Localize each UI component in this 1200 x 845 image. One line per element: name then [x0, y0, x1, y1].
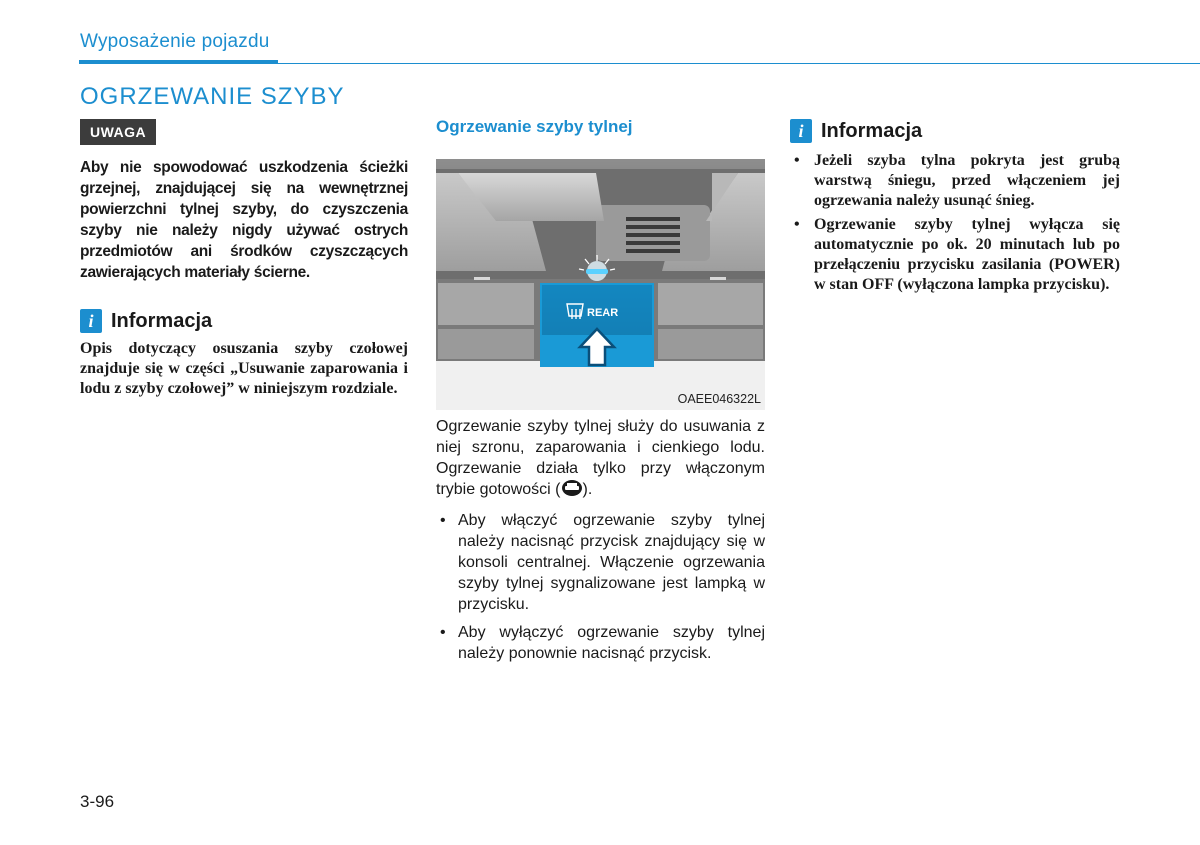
caution-text: Aby nie spowodować uszkodzenia ścieżki grzejnej, znajdującej się na wewnętrznej powierzchni tylnej szyby, do czyszczenia szyby nie należy nigdy używać ostrych przedmiotów ani środków czyszczących zawierających materiały ścierne. — [80, 159, 408, 281]
list-item: • Ogrzewanie szyby tylnej wyłącza się automatycznie po ok. 20 minutach lub po przełączeniu przycisku zasilania (POWER) w stan OFF (wyłączona lampka przycisku). — [790, 215, 1120, 295]
running-header: Wyposażenie pojazdu — [80, 31, 270, 52]
info-icon: i — [80, 309, 102, 333]
paragraph-text: Ogrzewanie szyby tylnej służy do usuwania z niej szronu, zaparowania i cienkiego lodu. Ogrzewanie działa tylko przy włączonym trybie gotowości ( — [436, 418, 765, 498]
figure-code: OAEE046322L — [677, 392, 761, 406]
middle-column — [436, 117, 765, 671]
header-rule — [79, 63, 1200, 64]
info-header — [790, 119, 1120, 143]
console-illustration — [436, 159, 765, 410]
info-title: Informacja — [111, 309, 213, 332]
console-drawing — [436, 159, 765, 410]
info-box-left — [80, 309, 408, 399]
info-header — [80, 309, 408, 333]
paragraph-end: ). — [582, 481, 593, 498]
left-column — [80, 119, 408, 399]
body-paragraph — [436, 416, 765, 503]
figure-button-label: REAR — [587, 307, 619, 319]
list-item: • Aby włączyć ogrzewanie szyby tylnej należy nacisnąć przycisk znajdujący się w konsoli centralnej. Włączenie ogrzewania szyby tylnej sygnalizowane jest lampką w przycisku. — [436, 510, 765, 615]
right-column — [790, 119, 1120, 299]
list-item: • Aby wyłączyć ogrzewanie szyby tylnej należy ponownie nacisnąć przycisk. — [436, 622, 765, 664]
ready-mode-icon — [561, 479, 583, 503]
page-title: OGRZEWANIE SZYBY — [80, 83, 345, 110]
list-item: • Jeżeli szyba tylna pokryta jest grubą warstwą śniegu, przed włączeniem jej ogrzewania należy usunąć śnieg. — [790, 151, 1120, 211]
info-list — [790, 151, 1120, 295]
instruction-list — [436, 510, 765, 664]
caution-badge: UWAGA — [80, 119, 156, 145]
page-number: 3-96 — [80, 792, 115, 811]
info-icon: i — [790, 119, 812, 143]
info-text: Opis dotyczący osuszania szyby czołowej znajduje się w części „Usuwanie zaparowania i lodu z szyby czołowej” w niniejszym rozdziale. — [80, 340, 408, 397]
info-title: Informacja — [821, 119, 923, 142]
subheading: Ogrzewanie szyby tylnej — [436, 117, 633, 136]
